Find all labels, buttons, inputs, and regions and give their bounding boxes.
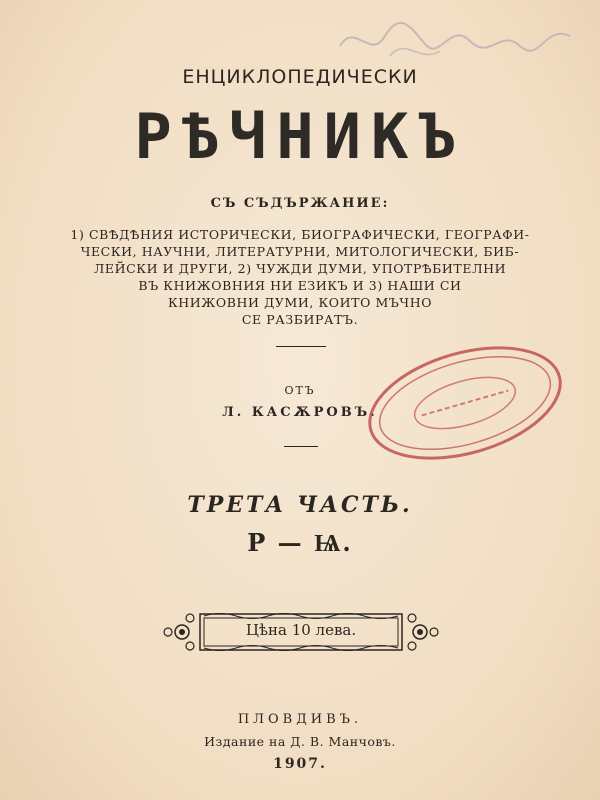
letter-range: Р — Ѩ. (247, 528, 353, 557)
contents-heading: СЪ СЪДЪРЖАНИЕ: (210, 196, 390, 211)
contents-line: 1) СВѢДѢНИЯ ИСТОРИЧЕСКИ, БИОГРАФИЧЕСКИ, ГЕОГРАФИ- (70, 227, 530, 242)
part-title: ТРЕТА ЧАСТЬ. (187, 492, 413, 518)
publisher: Издание на Д. В. Манчовъ. (204, 734, 396, 749)
author-prefix: ОТЪ (284, 384, 316, 397)
contents-line: КНИЖОВНИ ДУМИ, КОИТО МЪЧНО (167, 295, 433, 310)
contents-line: СЕ РАЗБИРАТЪ. (241, 312, 359, 327)
divider (284, 446, 318, 447)
publication-city: ПЛОВДИВЪ. (237, 712, 363, 727)
publication-year: 1907. (273, 756, 327, 772)
divider (276, 346, 326, 347)
page-title: РѢЧНИКЪ (134, 100, 466, 173)
library-stamp (360, 338, 570, 468)
price-label: Цѣна 10 лева. (245, 621, 357, 639)
subtitle: ЕНЦИКЛОПЕДИЧЕСКИ (182, 66, 418, 88)
contents-line: ЛЕЙСКИ И ДРУГИ, 2) ЧУЖДИ ДУМИ, УПОТРѢБИТЕЛНИ (93, 261, 507, 276)
contents-line: ВЪ КНИЖОВНИЯ НИ ЕЗИКЪ И 3) НАШИ СИ (138, 278, 462, 293)
price-ornament-frame (160, 610, 442, 654)
contents-line: ЧЕСКИ, НАУЧНИ, ЛИТЕРАТУРНИ, МИТОЛОГИЧЕСКИ, БИБ- (80, 244, 520, 259)
author-name: Л. КАСѪРОВЪ. (222, 405, 378, 420)
contents-description (0, 226, 600, 328)
